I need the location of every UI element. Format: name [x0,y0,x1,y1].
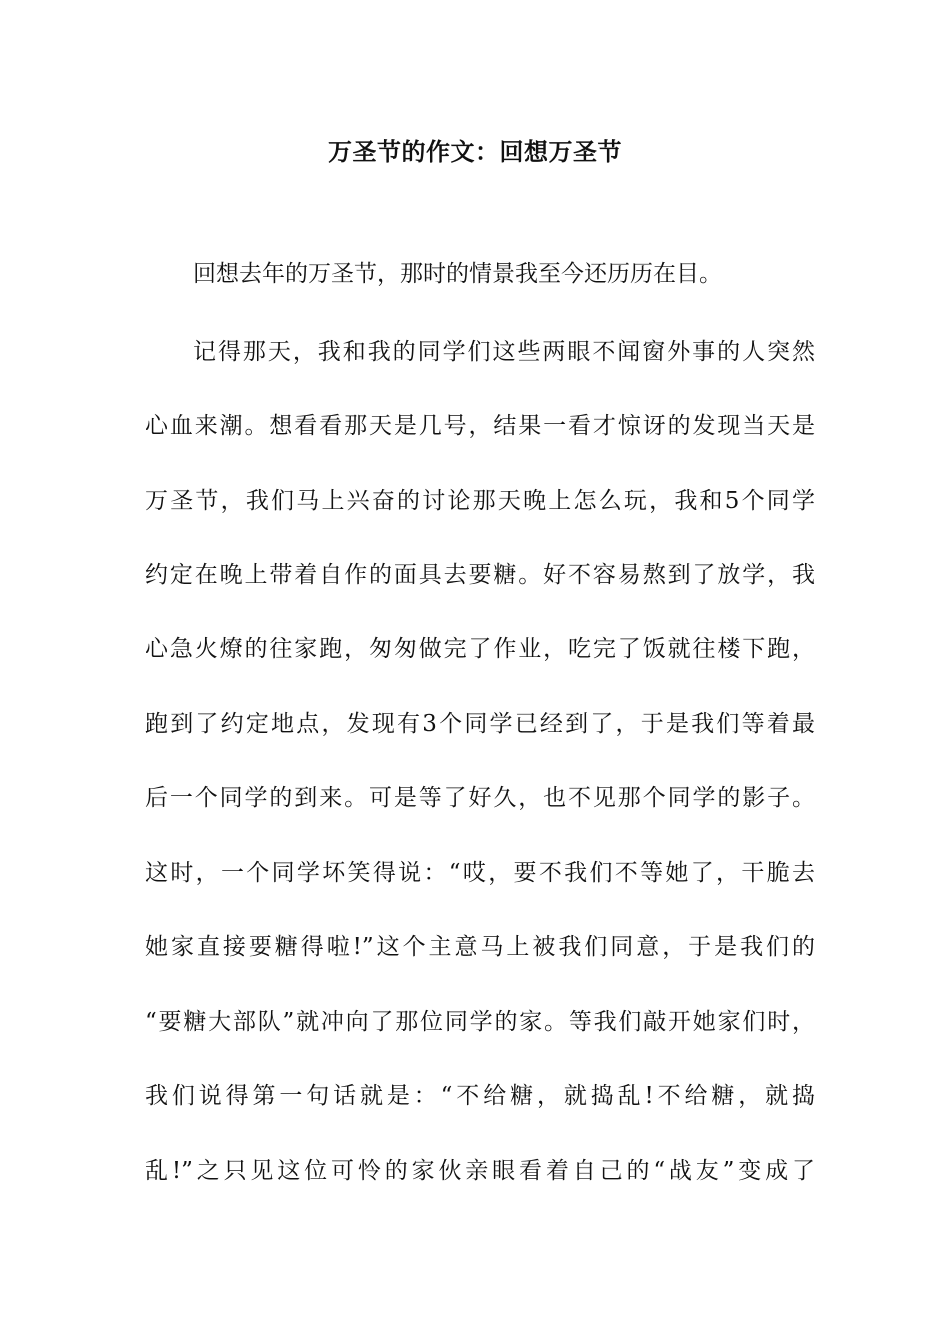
paragraph-line: 我们说得第一句话就是：“不给糖，就捣乱!不给糖，就捣 [145,1083,815,1109]
paragraph-line: 她家直接要糖得啦!”这个主意马上被我们同意，于是我们的 [145,934,815,960]
paragraph-line: 跑到了约定地点，发现有3个同学已经到了，于是我们等着最 [145,711,815,737]
paragraph-line: 回想去年的万圣节，那时的情景我至今还历历在目。 [193,261,722,287]
paragraph-line: 这时，一个同学坏笑得说：“哎，要不我们不等她了，干脆去 [145,860,815,886]
paragraph-line: 乱!”之只见这位可怜的家伙亲眼看着自己的“战友”变成了 [145,1158,815,1184]
paragraph-line: 约定在晚上带着自作的面具去要糖。好不容易熬到了放学，我 [145,562,815,588]
paragraph-line: 记得那天，我和我的同学们这些两眼不闻窗外事的人突然 [193,339,815,365]
paragraph-line: 万圣节，我们马上兴奋的讨论那天晚上怎么玩，我和5个同学 [145,488,815,514]
paragraph-line: 心血来潮。想看看那天是几号，结果一看才惊讶的发现当天是 [145,413,815,439]
document-title: 万圣节的作文：回想万圣节 [328,137,622,166]
paragraph-line: “要糖大部队”就冲向了那位同学的家。等我们敲开她家们时， [145,1009,815,1035]
paragraph-line: 心急火燎的往家跑，匆匆做完了作业，吃完了饭就往楼下跑， [145,636,815,662]
paragraph-line: 后一个同学的到来。可是等了好久，也不见那个同学的影子。 [145,785,815,811]
